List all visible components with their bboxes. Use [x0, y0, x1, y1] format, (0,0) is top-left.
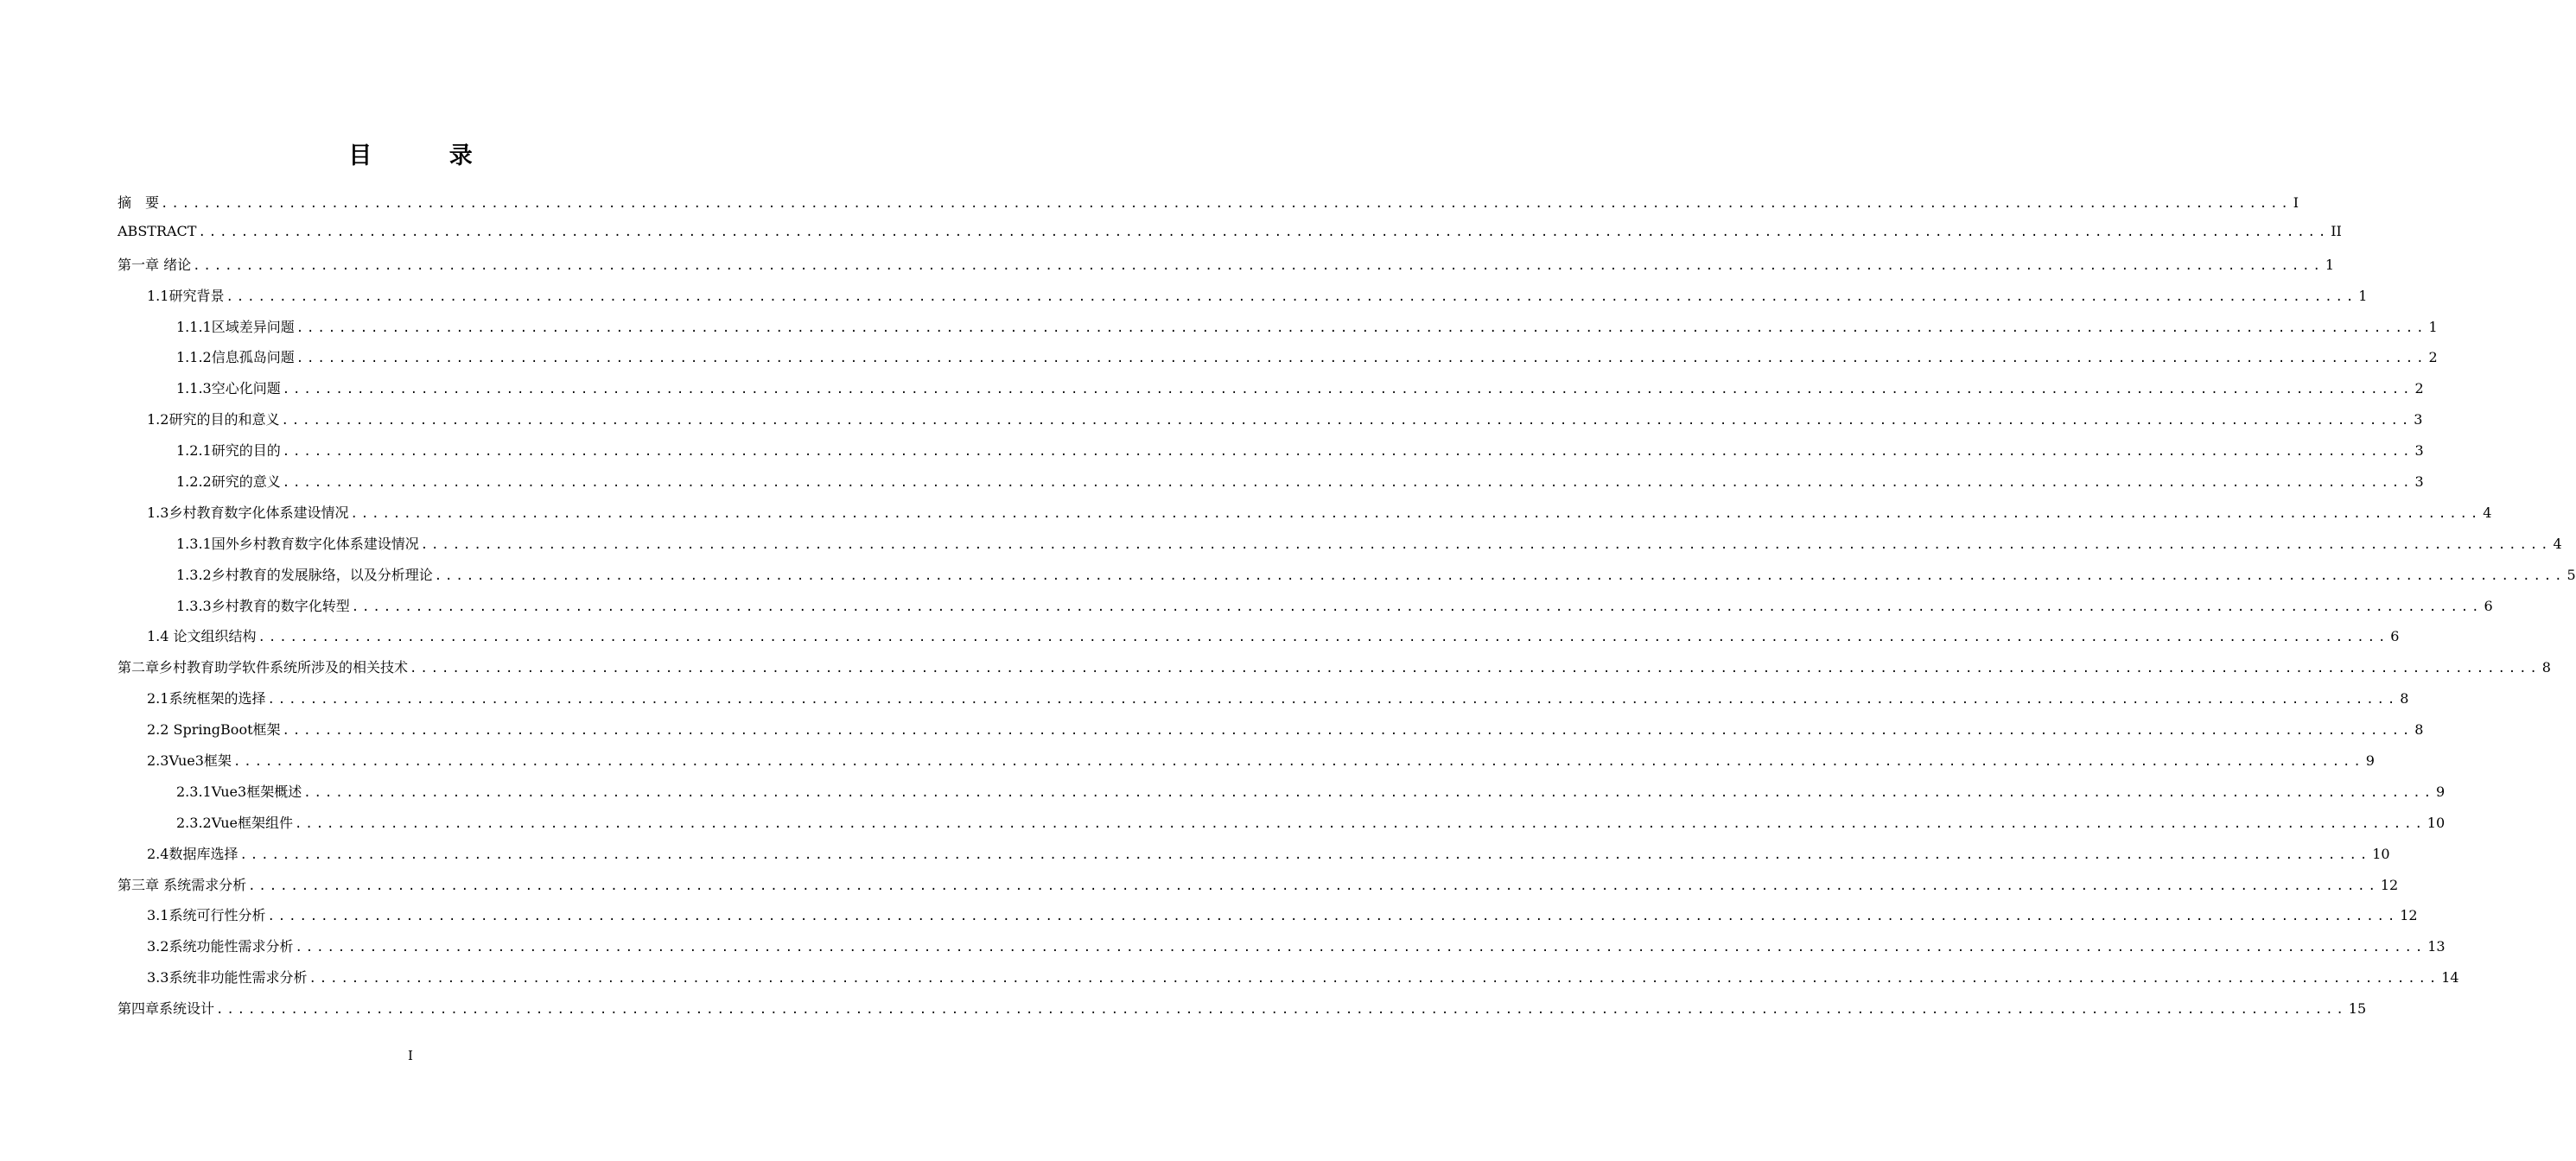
- toc-entry[interactable]: [118, 377, 2424, 409]
- toc-entry-title: 3.1系统可行性分析: [147, 907, 266, 924]
- toc-entry-page: 6: [2390, 628, 2400, 645]
- toc-entry-title: 2.4数据库选择: [147, 845, 239, 862]
- toc-leader-dots: ........................................................................................................................................................................................................: [267, 693, 2399, 707]
- toc-entry[interactable]: [118, 595, 2493, 626]
- toc-leader-dots: ........................................................................................................................................................................................................: [226, 289, 2357, 304]
- toc-entry[interactable]: [118, 750, 2375, 781]
- toc-entry[interactable]: [118, 874, 2399, 905]
- toc-entry-page: 4: [2483, 504, 2492, 521]
- toc-leader-dots: ........................................................................................................................................................................................................: [282, 724, 2414, 739]
- toc-entry-title: 1.3乡村教育数字化体系建设情况: [147, 504, 349, 521]
- toc-leader-dots: ........................................................................................................................................................................................................: [296, 352, 2427, 366]
- toc-entry[interactable]: [118, 502, 2492, 533]
- toc-leader-dots: ........................................................................................................................................................................................................: [216, 1003, 2347, 1018]
- toc-entry-title: 2.1系统框架的选择: [147, 690, 266, 707]
- toc-entry-title: ABSTRACT: [118, 222, 197, 239]
- toc-leader-dots: ........................................................................................................................................................................................................: [248, 879, 2379, 893]
- toc-entry-page: 8: [2541, 659, 2551, 676]
- toc-entry-page: 3: [2414, 411, 2423, 428]
- toc-leader-dots: ........................................................................................................................................................................................................: [350, 506, 2482, 521]
- toc-leader-dots: ........................................................................................................................................................................................................: [258, 631, 2389, 645]
- toc-entry-page: 15: [2348, 1000, 2367, 1018]
- toc-leader-dots: ........................................................................................................................................................................................................: [282, 476, 2414, 491]
- toc-entry-title: 2.3.1Vue3框架概述: [176, 783, 302, 800]
- toc-leader-dots: ........................................................................................................................................................................................................: [193, 258, 2324, 273]
- toc-entry-title: 第一章 绪论: [118, 256, 192, 273]
- toc-entry-page: 10: [2427, 814, 2446, 831]
- toc-entry[interactable]: [118, 316, 2438, 347]
- page-title: 目 录: [348, 143, 507, 169]
- toc-entry-page: 6: [2484, 597, 2493, 614]
- toc-entry-page: 5: [2566, 566, 2576, 583]
- toc-entry[interactable]: [118, 192, 2299, 223]
- toc-entry-page: 3: [2414, 442, 2424, 460]
- page-number-footer: I: [408, 1048, 413, 1063]
- toc-entry-page: 12: [2380, 876, 2399, 893]
- toc-entry-title: 第二章乡村教育助学软件系统所涉及的相关技术: [118, 659, 409, 676]
- toc-leader-dots: ........................................................................................................................................................................................................: [351, 600, 2483, 614]
- toc-entry-page: 13: [2427, 938, 2446, 955]
- toc-entry-page: 12: [2400, 907, 2418, 924]
- toc-entry-page: 2: [2414, 380, 2424, 397]
- toc-leader-dots: ........................................................................................................................................................................................................: [198, 225, 2330, 239]
- toc-entry-page: 4: [2553, 535, 2562, 552]
- toc-entry[interactable]: [118, 904, 2418, 936]
- toc-entry-title: 1.3.1国外乡村教育数字化体系建设情况: [176, 535, 419, 552]
- toc-entry-page: 9: [2435, 783, 2446, 800]
- toc-entry[interactable]: [118, 781, 2446, 812]
- toc-entry[interactable]: [118, 625, 2400, 657]
- toc-leader-dots: ........................................................................................................................................................................................................: [267, 910, 2399, 924]
- toc-entry-page: 3: [2414, 473, 2424, 491]
- toc-leader-dots: ........................................................................................................................................................................................................: [303, 785, 2434, 800]
- toc-entry-page: 1: [2358, 287, 2368, 304]
- toc-entry[interactable]: [118, 967, 2459, 998]
- toc-leader-dots: ........................................................................................................................................................................................................: [232, 755, 2364, 770]
- toc-entry[interactable]: [118, 936, 2446, 967]
- table-of-contents: [118, 192, 2576, 1029]
- toc-entry[interactable]: [118, 998, 2367, 1029]
- toc-entry-page: I: [2293, 194, 2299, 211]
- toc-leader-dots: ........................................................................................................................................................................................................: [296, 320, 2427, 335]
- toc-entry-page: II: [2331, 222, 2342, 239]
- toc-entry[interactable]: [118, 533, 2562, 564]
- toc-entry-page: 10: [2372, 845, 2390, 862]
- toc-entry[interactable]: [118, 254, 2335, 285]
- toc-entry-title: 1.1.1区域差异问题: [176, 318, 295, 335]
- toc-entry-title: 1.2研究的目的和意义: [147, 411, 280, 428]
- toc-entry-title: 1.4 论文组织结构: [147, 628, 257, 645]
- toc-entry[interactable]: [118, 346, 2438, 377]
- toc-entry[interactable]: [118, 719, 2424, 750]
- toc-entry-title: 1.2.2研究的意义: [176, 473, 281, 491]
- toc-leader-dots: ........................................................................................................................................................................................................: [282, 383, 2414, 397]
- toc-entry-title: 第三章 系统需求分析: [118, 876, 247, 893]
- toc-entry-title: 摘 要: [118, 194, 160, 211]
- toc-leader-dots: ........................................................................................................................................................................................................: [239, 847, 2371, 862]
- toc-leader-dots: ........................................................................................................................................................................................................: [410, 662, 2541, 676]
- toc-leader-dots: ........................................................................................................................................................................................................: [295, 941, 2427, 955]
- toc-entry-title: 1.1.3空心化问题: [176, 380, 281, 397]
- toc-entry-title: 3.3系统非功能性需求分析: [147, 969, 308, 987]
- toc-leader-dots: ........................................................................................................................................................................................................: [281, 414, 2413, 428]
- toc-entry[interactable]: [118, 657, 2551, 688]
- toc-entry[interactable]: [118, 222, 2342, 254]
- toc-entry-page: 1: [2325, 256, 2335, 273]
- toc-entry-page: 9: [2365, 752, 2375, 770]
- toc-entry[interactable]: [118, 812, 2446, 843]
- toc-entry-page: 14: [2441, 969, 2459, 987]
- toc-entry-title: 第四章系统设计: [118, 1000, 215, 1018]
- toc-leader-dots: ........................................................................................................................................................................................................: [308, 972, 2440, 987]
- toc-entry-title: 2.3.2Vue框架组件: [176, 814, 294, 831]
- toc-entry-title: 1.2.1研究的目的: [176, 442, 281, 460]
- toc-leader-dots: ........................................................................................................................................................................................................: [434, 568, 2566, 583]
- toc-entry-page: 1: [2428, 318, 2438, 335]
- toc-entry-page: 8: [2414, 721, 2424, 739]
- toc-entry-title: 1.3.3乡村教育的数字化转型: [176, 597, 350, 614]
- toc-entry-title: 1.1研究背景: [147, 287, 225, 304]
- toc-entry-title: 3.2系统功能性需求分析: [147, 938, 294, 955]
- toc-entry-title: 2.2 SpringBoot框架: [147, 721, 281, 739]
- toc-leader-dots: ........................................................................................................................................................................................................: [161, 197, 2292, 211]
- toc-entry-title: 2.3Vue3框架: [147, 752, 232, 770]
- toc-entry-title: 1.1.2信息孤岛问题: [176, 349, 295, 366]
- toc-entry[interactable]: [118, 285, 2368, 316]
- toc-entry-page: 2: [2428, 349, 2438, 366]
- toc-entry-title: 1.3.2乡村教育的发展脉络，以及分析理论: [176, 566, 433, 583]
- toc-leader-dots: ........................................................................................................................................................................................................: [295, 816, 2426, 831]
- toc-entry[interactable]: [118, 564, 2576, 595]
- toc-entry[interactable]: [118, 409, 2423, 440]
- toc-entry[interactable]: [118, 843, 2390, 874]
- toc-entry-page: 8: [2400, 690, 2409, 707]
- toc-leader-dots: ........................................................................................................................................................................................................: [420, 537, 2552, 552]
- toc-entry[interactable]: [118, 440, 2424, 471]
- toc-entry[interactable]: [118, 688, 2409, 719]
- toc-entry[interactable]: [118, 471, 2424, 502]
- toc-leader-dots: ........................................................................................................................................................................................................: [282, 445, 2414, 460]
